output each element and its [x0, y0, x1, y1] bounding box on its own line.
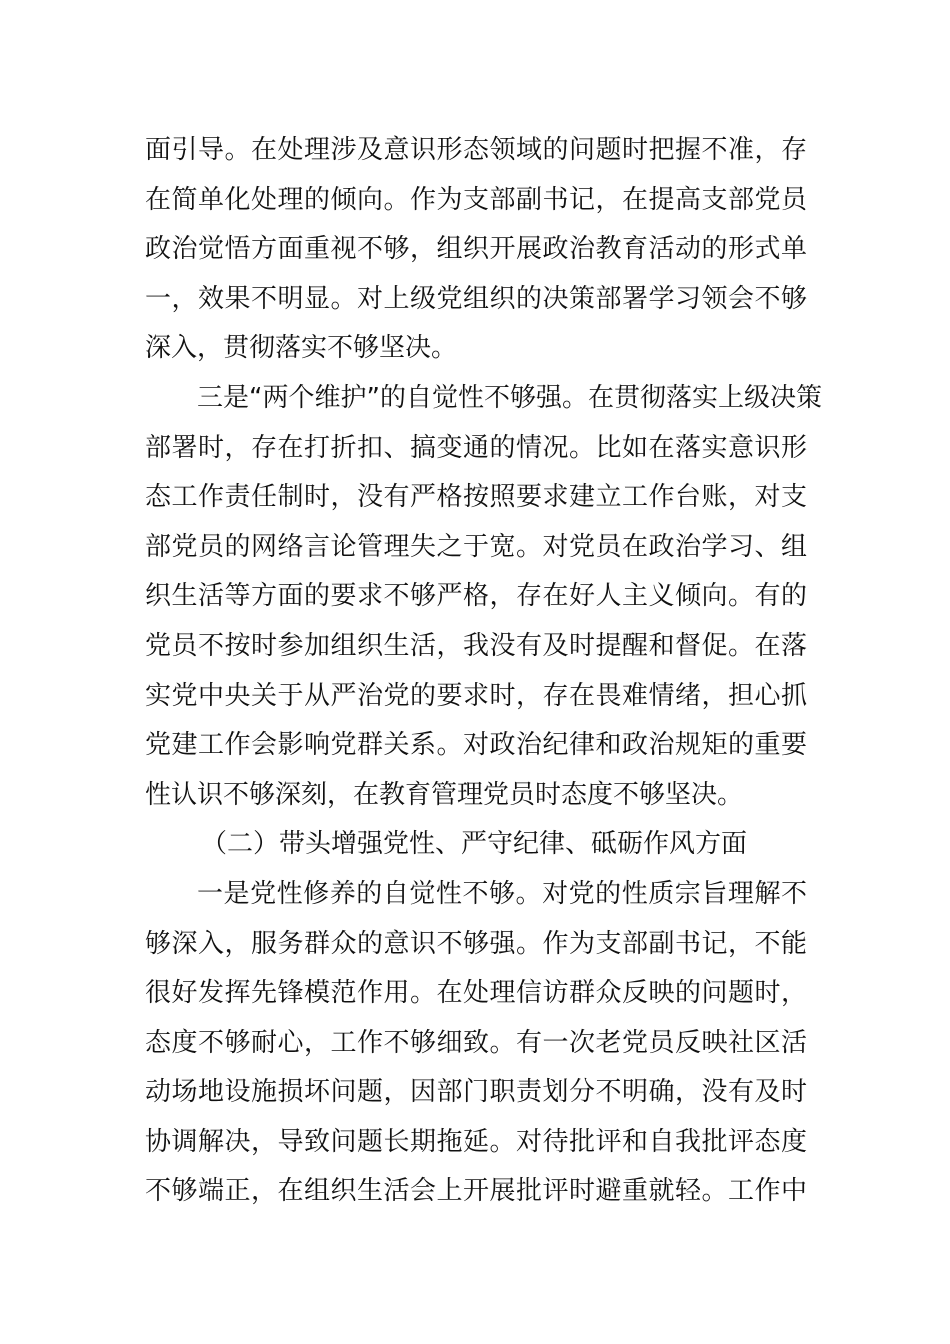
text-line: 性认识不够深刻，在教育管理党员时态度不够坚决。 [145, 779, 744, 810]
text-line: 党建工作会影响党群关系。对政治纪律和政治规矩的重要 [145, 730, 807, 761]
text-line: 实党中央关于从严治党的要求时，存在畏难情绪，担心抓 [145, 680, 807, 711]
body-text [145, 126, 822, 1217]
text-line: 一是党性修养的自觉性不够。对党的性质宗旨理解不 [197, 878, 807, 909]
text-line: 一，效果不明显。对上级党组织的决策部署学习领会不够 [145, 283, 807, 314]
text-line: 三是“两个维护”的自觉性不够强。在贯彻落实上级决策 [197, 382, 822, 413]
text-line: 不够端正，在组织生活会上开展批评时避重就轻。工作中 [145, 1176, 807, 1207]
text-line: 部党员的网络言论管理失之于宽。对党员在政治学习、组 [145, 531, 807, 562]
text-line: 很好发挥先锋模范作用。在处理信访群众反映的问题时， [145, 978, 807, 1009]
text-line: 够深入，服务群众的意识不够强。作为支部副书记，不能 [145, 928, 807, 959]
text-line: 深入，贯彻落实不够坚决。 [145, 333, 458, 364]
text-line: 党员不按时参加组织生活，我没有及时提醒和督促。在落 [145, 630, 807, 661]
text-line: 动场地设施损坏问题，因部门职责划分不明确，没有及时 [145, 1077, 807, 1108]
text-line: 政治觉悟方面重视不够，组织开展政治教育活动的形式单 [145, 234, 807, 265]
text-line: 态工作责任制时，没有严格按照要求建立工作台账，对支 [145, 482, 807, 513]
text-line: 织生活等方面的要求不够严格，存在好人主义倾向。有的 [145, 581, 807, 612]
text-line: 协调解决，导致问题长期拖延。对待批评和自我批评态度 [145, 1126, 807, 1157]
text-line: 态度不够耐心，工作不够细致。有一次老党员反映社区活 [145, 1027, 807, 1058]
text-line: 部署时，存在打折扣、搞变通的情况。比如在落实意识形 [145, 432, 807, 463]
section-heading: （二）带头增强党性、严守纪律、砥砺作风方面 [201, 829, 748, 860]
text-line: 面引导。在处理涉及意识形态领域的问题时把握不准，存 [145, 135, 807, 165]
text-line: 在简单化处理的倾向。作为支部副书记，在提高支部党员 [145, 184, 807, 215]
